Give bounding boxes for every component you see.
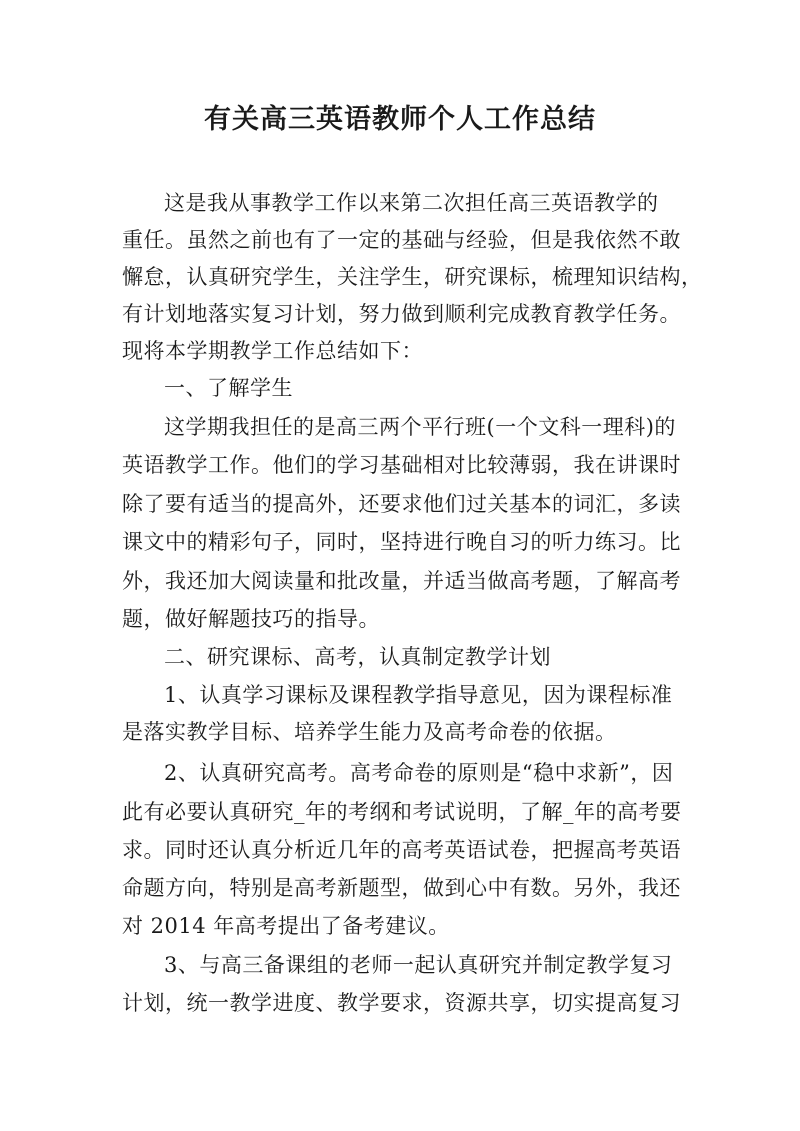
paragraph-line: 重任。虽然之前也有了一定的基础与经验，但是我依然不敢	[122, 228, 681, 252]
paragraph-line: 有计划地落实复习计划，努力做到顺利完成教育教学任务。	[122, 302, 681, 326]
paragraph-line: 3、与高三备课组的老师一起认真研究并制定教学复习	[164, 953, 673, 977]
paragraph-line: 这是我从事教学工作以来第二次担任高三英语教学的	[164, 191, 659, 215]
paragraph-line: 这学期我担任的是高三两个平行班(一个文科一理科)的	[164, 415, 676, 439]
paragraph-line: 对 2014 年高考提出了备考建议。	[122, 914, 450, 938]
paragraph-line: 2、认真研究高考。高考命卷的原则是“稳中求新”，因	[164, 761, 674, 785]
paragraph-line: 外，我还加大阅读量和批改量，并适当做高考题，了解高考	[122, 569, 681, 593]
section-heading: 一、了解学生	[164, 376, 293, 400]
paragraph-line: 命题方向，特别是高考新题型，做到心中有数。另外，我还	[122, 876, 681, 900]
paragraph-line: 题，做好解题技巧的指导。	[122, 607, 380, 631]
paragraph-line: 此有必要认真研究_年的考纲和考试说明，了解_年的高考要	[122, 800, 682, 824]
document-title: 有关高三英语教师个人工作总结	[204, 104, 596, 135]
paragraph-line: 课文中的精彩句子，同时，坚持进行晚自习的听力练习。比	[122, 530, 681, 554]
paragraph-line: 英语教学工作。他们的学习基础相对比较薄弱，我在讲课时	[122, 453, 681, 477]
paragraph-line: 懈怠，认真研究学生，关注学生，研究课标，梳理知识结构，	[122, 265, 703, 289]
paragraph-line: 是落实教学目标、培养学生能力及高考命卷的依据。	[122, 720, 617, 744]
paragraph-line: 1、认真学习课标及课程教学指导意见，因为课程标准	[164, 683, 673, 707]
paragraph-line: 除了要有适当的提高外，还要求他们过关基本的词汇，多读	[122, 492, 681, 516]
paragraph-line: 计划，统一教学进度、教学要求，资源共享，切实提高复习	[122, 991, 681, 1015]
paragraph-line: 求。同时还认真分析近几年的高考英语试卷，把握高考英语	[122, 838, 681, 862]
section-heading: 二、研究课标、高考，认真制定教学计划	[164, 645, 551, 669]
paragraph-line: 现将本学期教学工作总结如下：	[122, 339, 423, 363]
